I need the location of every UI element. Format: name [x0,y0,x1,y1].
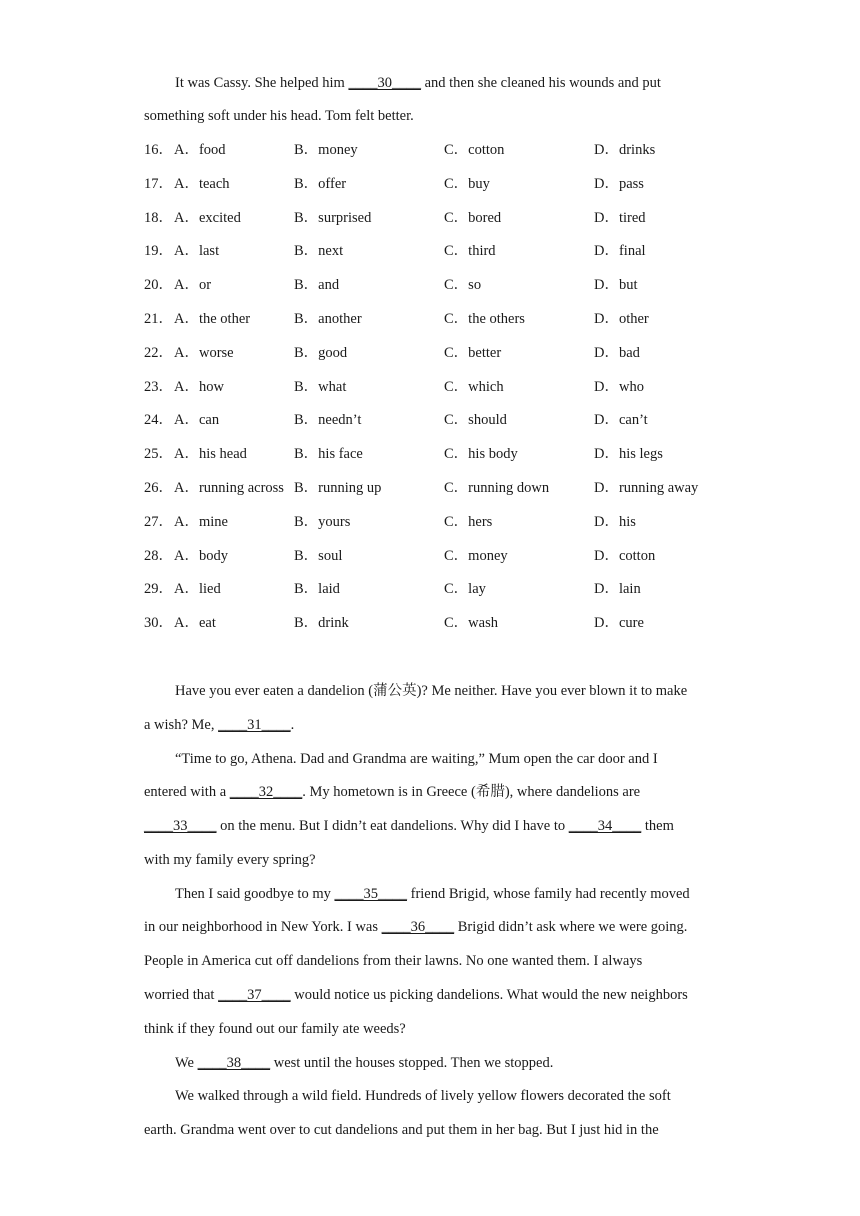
option-c: C．the others [444,311,525,327]
passage2-p1-line-2 [144,715,294,735]
option-c: C．better [444,345,502,361]
option-d: D．lain [594,581,641,597]
option-c: C．bored [444,210,502,226]
option-d: D．but [594,277,638,293]
option-d: D．cure [594,615,644,631]
option-d: D．drinks [594,142,656,158]
option-a: A．last [174,243,220,259]
option-b: B．soul [294,548,343,564]
passage2-p4-line-1 [175,1053,553,1073]
text-segment: on the menu. But I didn’t eat dandelions. Why did I have to [216,818,569,834]
question-row [144,241,744,261]
option-d: D．pass [594,176,644,192]
question-row [144,444,744,464]
passage2-p5-line-1: We walked through a wild field. Hundreds of lively yellow flowers decorated the soft [175,1088,671,1104]
option-a: A．teach [174,176,230,192]
blank-31: ____31____ [218,717,291,733]
option-b: B．his face [294,446,363,462]
passage2-p3-line-4 [144,985,688,1005]
option-d: D．can’t [594,412,648,428]
option-c: C．lay [444,581,486,597]
question-number: 20． [144,277,173,293]
text-segment: friend Brigid, whose family had recently moved [406,886,690,902]
option-b: B．laid [294,581,340,597]
blank-37: ____37____ [218,987,291,1003]
option-d: D．his legs [594,446,663,462]
blank-38: ____38____ [197,1055,271,1071]
option-c: C．third [444,243,496,259]
option-c: C．his body [444,446,518,462]
question-number: 17． [144,176,173,192]
option-a: A．body [174,548,228,564]
passage1-line-2: something soft under his head. Tom felt better. [144,108,414,124]
passage2-p3-line-1 [175,884,690,904]
passage2-p2-line-2 [144,782,640,802]
question-number: 23． [144,379,173,395]
text-segment: . My hometown is in Greece (希腊), where dandelions are [302,784,641,800]
blank-30: ____30____ [348,75,421,91]
text-segment: them [641,818,674,834]
option-c: C．running down [444,480,550,496]
text-segment: worried that [144,987,219,1003]
blank-36: ____36____ [381,919,455,935]
option-a: A．food [174,142,226,158]
passage2-p3-line-5: think if they found out our family ate weeds? [144,1021,406,1037]
option-a: A．lied [174,581,221,597]
option-b: B．another [294,311,362,327]
option-c: C．money [444,548,508,564]
passage2-p2-line-1: “Time to go, Athena. Dad and Grandma are waiting,” Mum open the car door and I [175,751,658,767]
question-row [144,478,744,498]
option-b: B．what [294,379,347,395]
option-a: A．excited [174,210,241,226]
text-segment: and then she cleaned his wounds and put [420,75,661,91]
question-row [144,410,744,430]
option-b: B．running up [294,480,382,496]
option-c: C．which [444,379,504,395]
question-number: 27． [144,514,173,530]
option-a: A．or [174,277,212,293]
question-number: 30． [144,615,173,631]
option-d: D．final [594,243,646,259]
blank-33: ____33____ [144,818,217,834]
question-row [144,140,744,160]
passage2-p3-line-2 [144,917,687,937]
question-number: 22． [144,345,173,361]
text-segment: a wish? Me, [144,717,219,733]
option-d: D．bad [594,345,640,361]
option-d: D．who [594,379,644,395]
question-number: 24． [144,412,173,428]
option-c: C．buy [444,176,490,192]
option-c: C．wash [444,615,498,631]
passage1-line-1 [175,73,661,93]
passage2-p1-line-1: Have you ever eaten a dandelion (蒲公英)? Me neither. Have you ever blown it to make [175,683,688,699]
question-row [144,512,744,532]
option-a: A．running across [174,480,284,496]
passage2-p3-line-3: People in America cut off dandelions from their lawns. No one wanted them. I always [144,953,643,969]
option-d: D．other [594,311,649,327]
blank-34: ____34____ [568,818,642,834]
question-number: 25． [144,446,173,462]
question-number: 19． [144,243,173,259]
passage2-p5-line-2: earth. Grandma went over to cut dandelions and put them in her bag. But I just hid in the [144,1122,659,1138]
question-row [144,377,744,397]
blank-32: ____32____ [229,784,303,800]
text-segment: Brigid didn’t ask where we were going. [454,919,688,935]
text-segment: . [290,717,295,733]
option-c: C．cotton [444,142,505,158]
option-d: D．his [594,514,636,530]
text-segment: west until the houses stopped. Then we stopped. [270,1055,554,1071]
question-number: 16． [144,142,173,158]
question-row [144,208,744,228]
passage2-p2-line-3 [144,816,674,836]
option-c: C．hers [444,514,493,530]
option-a: A．can [174,412,220,428]
question-number: 18． [144,210,173,226]
option-a: A．mine [174,514,228,530]
question-row [144,174,744,194]
question-number: 21． [144,311,173,327]
option-a: A．worse [174,345,234,361]
option-b: B．yours [294,514,351,530]
question-row [144,343,744,363]
question-number: 26． [144,480,173,496]
option-b: B．surprised [294,210,372,226]
text-segment: It was Cassy. She helped him [175,75,349,91]
option-b: B．next [294,243,344,259]
text-segment: would notice us picking dandelions. What would the new neighbors [290,987,688,1003]
question-row [144,579,744,599]
question-number: 29． [144,581,173,597]
option-a: A．the other [174,311,251,327]
option-c: C．so [444,277,482,293]
text-segment: Then I said goodbye to my [175,886,335,902]
question-row [144,309,744,329]
passage2-p2-line-4: with my family every spring? [144,852,316,868]
option-b: B．drink [294,615,349,631]
option-b: B．good [294,345,348,361]
option-b: B．needn’t [294,412,362,428]
text-segment: in our neighborhood in New York. I was [144,919,382,935]
question-row [144,275,744,295]
option-b: B．money [294,142,358,158]
option-a: A．his head [174,446,247,462]
text-segment: entered with a [144,784,230,800]
text-segment: We [175,1055,198,1071]
option-d: D．running away [594,480,699,496]
question-row [144,546,744,566]
option-c: C．should [444,412,507,428]
blank-35: ____35____ [334,886,407,902]
question-number: 28． [144,548,173,564]
option-b: B．and [294,277,340,293]
option-d: D．cotton [594,548,656,564]
question-row [144,613,744,633]
option-b: B．offer [294,176,347,192]
option-a: A．how [174,379,224,395]
option-a: A．eat [174,615,216,631]
option-d: D．tired [594,210,646,226]
